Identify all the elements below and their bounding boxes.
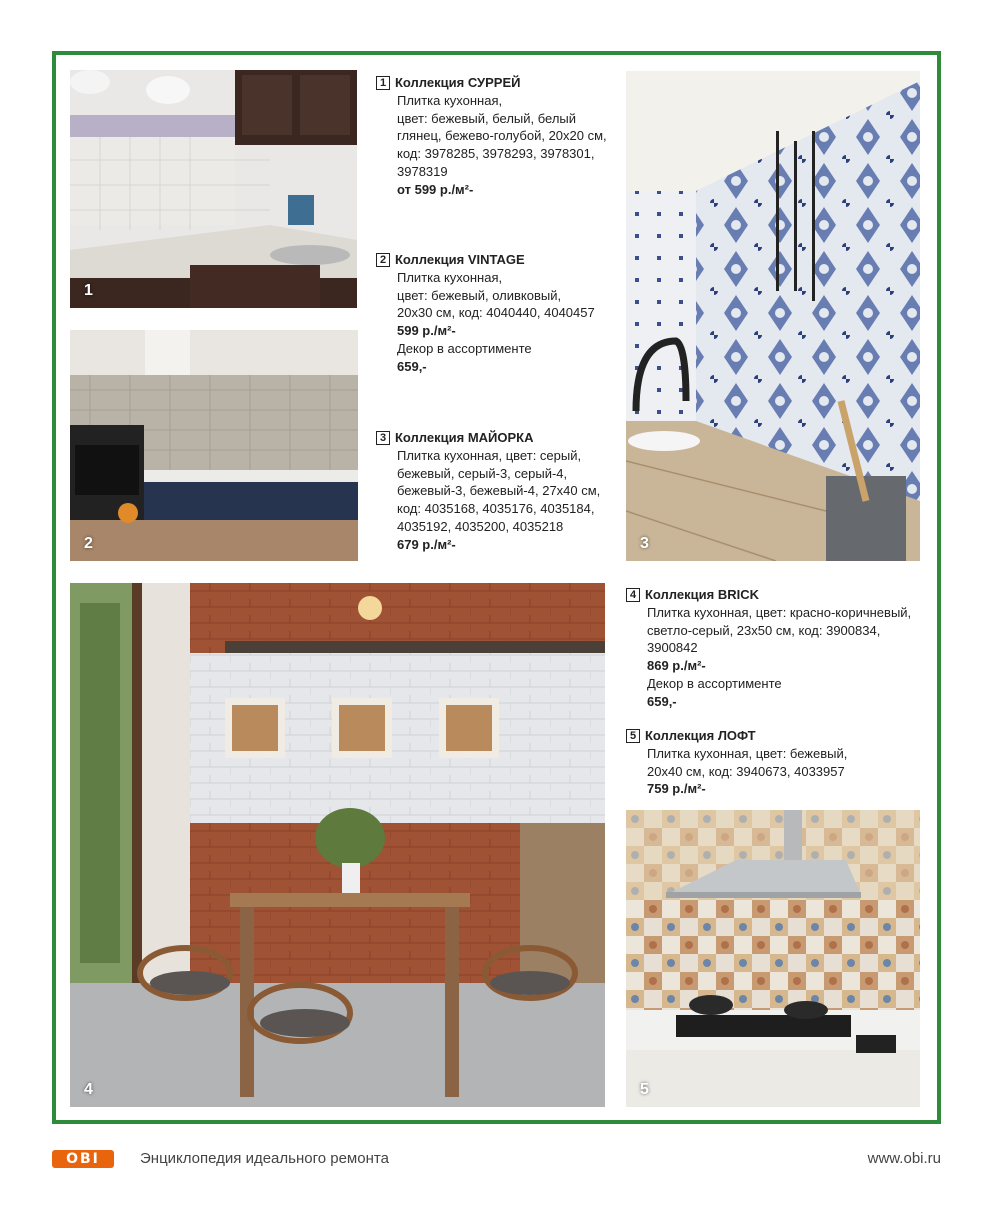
product-heading — [376, 429, 612, 447]
photo-number-5: 5 — [640, 1081, 649, 1098]
product-number-badge: 1 — [376, 76, 390, 90]
product-line: Плитка кухонная, цвет: серый, — [397, 447, 582, 463]
product-line: бежевый, серый-3, серый-4, — [397, 465, 568, 481]
photo-brick-dining — [70, 583, 605, 1107]
product-heading — [626, 586, 932, 604]
product-price: 759 р./м²- — [647, 781, 706, 797]
product-price: 869 р./м²- — [647, 658, 706, 674]
product-line: 3900842 — [647, 640, 698, 656]
product-loft — [629, 727, 932, 798]
product-heading — [376, 74, 612, 92]
product-price: 679 р./м²- — [397, 536, 456, 552]
product-price: 599 р./м²- — [397, 323, 456, 339]
footer-url[interactable]: www.obi.ru — [867, 1150, 941, 1167]
product-decor-label: Декор в ассортименте — [397, 340, 532, 356]
obi-logo — [52, 1150, 114, 1168]
photo-surrey-kitchen — [70, 70, 357, 308]
product-name: Коллекция ЛОФТ — [645, 728, 756, 743]
product-name: Коллекция СУРРЕЙ — [395, 75, 521, 90]
product-line: Плитка кухонная, цвет: красно-коричневый, — [647, 604, 912, 620]
product-line: Плитка кухонная, — [397, 92, 503, 108]
product-heading — [626, 727, 932, 745]
product-name: Коллекция BRICK — [645, 587, 759, 602]
product-brick — [629, 586, 932, 711]
product-line: 4035192, 4035200, 4035218 — [397, 518, 564, 534]
product-decor-price: 659,- — [647, 693, 677, 709]
product-line: код: 4035168, 4035176, 4035184, — [397, 501, 595, 517]
obi-logo-text: OBI — [66, 1151, 100, 1167]
product-line: 20х40 см, код: 3940673, 4033957 — [647, 763, 845, 779]
photo-vintage-kitchen — [70, 330, 358, 561]
photo-number-1: 1 — [84, 282, 93, 299]
product-name: Коллекция МАЙОРКА — [395, 430, 534, 445]
product-number-badge: 2 — [376, 253, 390, 267]
product-line: Плитка кухонная, цвет: бежевый, — [647, 745, 848, 761]
product-mallorca — [379, 429, 612, 554]
product-number-badge: 3 — [376, 431, 390, 445]
product-decor-price: 659,- — [397, 358, 427, 374]
product-heading — [376, 251, 612, 269]
product-line: цвет: бежевый, белый, белый — [397, 110, 577, 126]
photo-loft-kitchen — [626, 810, 920, 1107]
product-number-badge: 5 — [626, 729, 640, 743]
page-footer — [52, 1148, 941, 1172]
product-vintage — [379, 251, 612, 376]
photo-number-3: 3 — [640, 535, 649, 552]
product-line: цвет: бежевый, оливковый, — [397, 287, 562, 303]
product-number-badge: 4 — [626, 588, 640, 602]
product-line: светло-серый, 23х50 см, код: 3900834, — [647, 622, 881, 638]
product-price: от 599 р./м²- — [397, 181, 474, 197]
product-decor-label: Декор в ассортименте — [647, 675, 782, 691]
photo-mallorca-tiles — [626, 71, 920, 561]
photo-number-2: 2 — [84, 535, 93, 552]
product-line: Плитка кухонная, — [397, 269, 503, 285]
product-line: код: 3978285, 3978293, 3978301, — [397, 146, 595, 162]
product-line: 3978319 — [397, 163, 448, 179]
product-line: 20х30 см, код: 4040440, 4040457 — [397, 305, 595, 321]
photo-number-4: 4 — [84, 1081, 93, 1098]
product-surrey — [379, 74, 612, 199]
footer-title: Энциклопедия идеального ремонта — [140, 1150, 389, 1167]
product-line: бежевый-3, бежевый-4, 27х40 см, — [397, 483, 601, 499]
product-name: Коллекция VINTAGE — [395, 252, 525, 267]
product-line: глянец, бежево-голубой, 20х20 см, — [397, 128, 607, 144]
